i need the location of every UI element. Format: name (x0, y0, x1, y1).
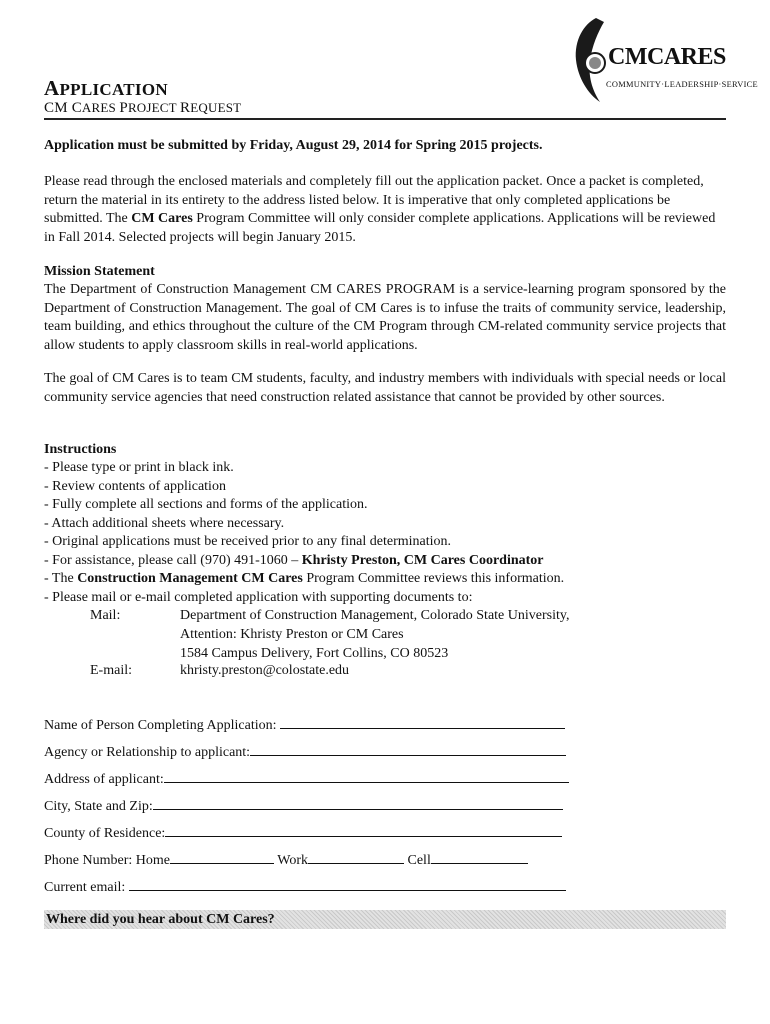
email-field: Current email: (44, 877, 566, 895)
page-subtitle: CM CARES PROJECT REQUEST (44, 100, 242, 116)
deadline-notice: Application must be submitted by Friday, August 29, 2014 for Spring 2015 projects. (44, 138, 543, 153)
county-input[interactable] (165, 823, 562, 837)
address-input[interactable] (164, 769, 569, 783)
list-item: - Please type or print in black ink. (44, 460, 234, 475)
document-header (44, 76, 726, 122)
section-banner: Where did you hear about CM Cares? (44, 910, 726, 929)
list-item: - Original applications must be received prior to any final determination. (44, 534, 452, 549)
header-divider (44, 118, 726, 120)
instructions-heading: Instructions (44, 442, 117, 457)
name-input[interactable] (280, 715, 565, 729)
email-label: E-mail: (90, 663, 132, 678)
phone-home-input[interactable] (170, 850, 274, 864)
phone-cell-input[interactable] (431, 850, 528, 864)
instructions-list (44, 459, 726, 607)
mail-label: Mail: (90, 608, 121, 623)
goal-paragraph: The goal of CM Cares is to team CM students, faculty, and industry members with individuals with special needs or local community service agencies that need construction related assistance that cannot be provided by other sources. (44, 371, 726, 405)
logo-tagline: COMMUNITY·LEADERSHIP·SERVICE (606, 80, 758, 89)
list-item: - Attach additional sheets where necessary. (44, 515, 285, 531)
address-field: Address of applicant: (44, 769, 569, 787)
agency-input[interactable] (250, 742, 566, 756)
county-field: County of Residence: (44, 823, 562, 841)
mail-line: Department of Construction Management, Colorado State University, (180, 608, 570, 623)
page-title: APPLICATION (44, 76, 168, 100)
list-item-review: - The Construction Management CM Cares Program Committee reviews this information. (44, 571, 565, 586)
list-item: - Review contents of application (44, 478, 226, 494)
list-item-assistance: - For assistance, please call (970) 491-1060 – Khristy Preston, CM Cares Coordinator (44, 552, 544, 568)
mail-line: 1584 Campus Delivery, Fort Collins, CO 80523 (180, 646, 449, 661)
mission-heading: Mission Statement (44, 264, 155, 279)
list-item-mail: - Please mail or e-mail completed application with supporting documents to: (44, 589, 473, 605)
name-field: Name of Person Completing Application: (44, 715, 565, 733)
intro-paragraph: Please read through the enclosed materials and completely fill out the application packet. Once a packet is completed, return the material in its entirety to the address listed below. It is imperative that only completed applications be submitted. The CM Cares Program Committee will only consider complete applications. Applications will be reviewed in Fall 2014. Selected projects will begin January 2015. (44, 174, 716, 245)
email-link[interactable]: khristy.preston@colostate.edu (180, 663, 350, 678)
agency-field: Agency or Relationship to applicant: (44, 742, 566, 760)
list-item: - Fully complete all sections and forms of the application. (44, 497, 368, 512)
email-input[interactable] (129, 877, 566, 891)
phone-work-input[interactable] (308, 850, 404, 864)
mission-text: The Department of Construction Management CM CARES PROGRAM is a service-learning program sponsored by the Department of Construction Management. The goal of CM Cares is to infuse the traits of community service, leadership, team building, and ethics throughout the culture of the CM Program through CM-related community service projects that allow students to apply classroom skills in real-world applications. (44, 282, 726, 353)
city-field: City, State and Zip: (44, 796, 563, 814)
logo-wordmark: CMCARES (608, 44, 726, 70)
phone-field: Phone Number: Home Work Cell (44, 850, 528, 868)
city-input[interactable] (153, 796, 563, 810)
mail-line: Attention: Khristy Preston or CM Cares (180, 627, 404, 642)
